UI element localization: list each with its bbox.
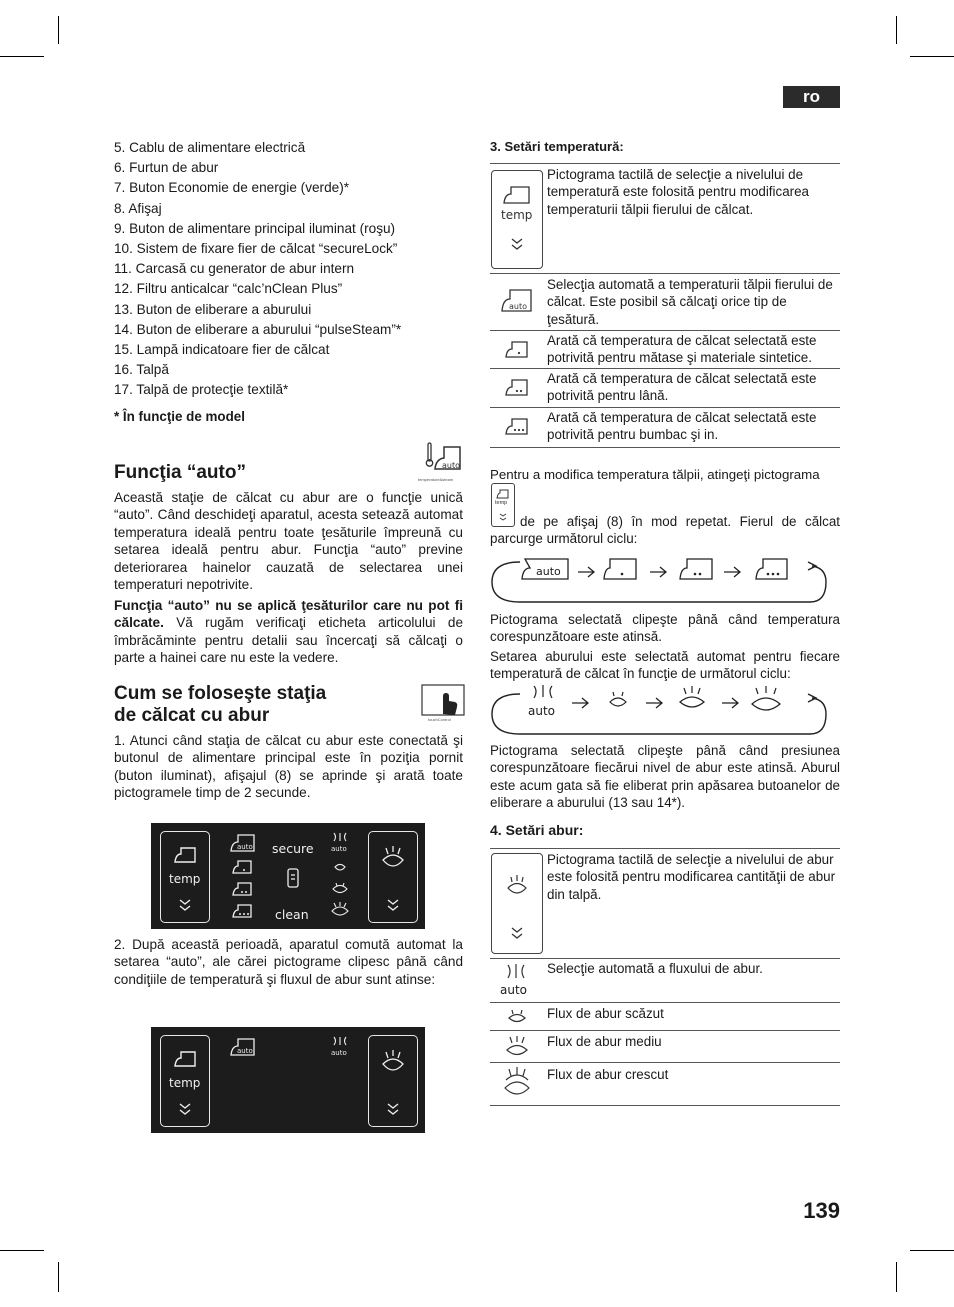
svg-text:auto: auto <box>331 845 347 853</box>
chevron-down-icon <box>510 926 524 940</box>
steam-auto-icon <box>329 831 351 853</box>
clean-label: clean <box>275 907 309 922</box>
steam-auto-label: auto <box>500 983 528 997</box>
page-number: 139 <box>803 1198 840 1223</box>
list-item: 17. Talpă de protecţie textilă* <box>114 382 289 398</box>
modify-text-a: Pentru a modifica temperatura tălpii, atingeţi pictograma <box>490 467 820 482</box>
steam-row-low <box>490 1002 840 1031</box>
list-item: 10. Sistem de fixare fier de călcat “secureLock” <box>114 241 398 257</box>
temp-row-1dot <box>490 330 840 369</box>
usage-step-2: 2. După această perioadă, aparatul comută automat la setarea “auto”, ale cărei pictograme clipesc până când condiţiile de temperatură şi fluxul de abur sunt atinse: <box>114 937 463 987</box>
crop-mark <box>58 1262 59 1292</box>
iron-auto-icon <box>500 288 534 314</box>
steam-touch-pad[interactable] <box>368 1035 418 1127</box>
svg-text:auto: auto <box>237 843 253 851</box>
list-item: 6. Furtun de abur <box>114 160 219 176</box>
steam-high-icon <box>502 1066 532 1102</box>
temp-label: temp <box>169 872 201 886</box>
row-text: Flux de abur crescut <box>547 1067 669 1082</box>
crop-mark <box>58 16 59 44</box>
temp-label: temp <box>495 500 508 506</box>
steam-blink-text: Pictograma selectată clipeşte până când presiunea corespunzătoare fiecărui nivel de abur este atinsă. Aburul este acum gata să fie eliberat prin apăsarea butoanelor de eliberare a aburului (13 sau 14*). <box>490 743 840 811</box>
row-text: Flux de abur mediu <box>547 1034 662 1049</box>
crop-mark <box>896 1262 897 1292</box>
temp-blink-text: Pictograma selectată clipeşte până când temperatura corespunzătoare este atinsă. <box>490 612 840 645</box>
usage-section-title <box>114 683 326 727</box>
display-all-icons <box>151 823 425 929</box>
icon-caption: temperature&steam <box>418 477 454 482</box>
iron-3dot-icon <box>504 417 530 437</box>
steam-cycle-diagram <box>490 684 830 736</box>
crop-mark <box>910 1250 954 1251</box>
usage-title-line1: Cum se foloseşte staţia <box>114 683 327 704</box>
list-item: 9. Buton de alimentare principal iluminat (roşu) <box>114 220 396 236</box>
steam-row-medium <box>490 1030 840 1063</box>
iron-2dot-icon <box>504 378 530 398</box>
crop-mark <box>0 1250 44 1251</box>
crop-mark <box>896 16 897 44</box>
temperature-cycle-diagram <box>490 556 830 606</box>
temp-settings-title: 3. Setări temperatură: <box>490 139 624 154</box>
row-text: Arată că temperatura de călcat selectată este potrivită pentru mătase şi materiale sintetice. <box>547 333 817 366</box>
temp-row-auto <box>490 273 840 331</box>
secure-label: secure <box>272 841 314 856</box>
calc-clean-icon <box>285 867 301 889</box>
list-item: 16. Talpă <box>114 362 169 378</box>
row-text: Arată că temperatura de călcat selectată este potrivită pentru bumbac şi in. <box>547 410 817 443</box>
steam-medium-icon <box>330 881 350 897</box>
steam-medium-icon <box>504 1034 530 1060</box>
list-item: 8. Afişaj <box>114 200 162 216</box>
modify-text-b: de pe afişaj (8) în mod repetat. Fierul de călcat parcurge următorul ciclu: <box>490 514 840 547</box>
temp-touch-pad[interactable] <box>160 1035 210 1127</box>
list-item: 15. Lampă indicatoare fier de călcat <box>114 342 330 358</box>
language-tag: ro <box>783 86 840 108</box>
temp-row-3dot <box>490 407 840 448</box>
list-item: 7. Buton Economie de energie (verde)* <box>114 180 350 196</box>
chevron-down-icon <box>178 898 192 912</box>
display-auto-setting <box>151 1027 425 1133</box>
crop-mark <box>0 56 44 57</box>
model-note: * În funcţie de model <box>114 409 245 424</box>
temp-label: temp <box>169 1076 201 1090</box>
iron-1dot-icon <box>231 859 253 875</box>
iron-3dot-icon <box>231 903 253 919</box>
auto-warning-rest: Vă rugăm verificaţi eticheta articolului de îmbrăcăminte pentru detalii sau încercaţi să călcaţi o parte a hainei care nu este la vedere. <box>114 615 463 666</box>
crop-mark <box>910 56 954 57</box>
temp-selector-icon <box>491 170 543 269</box>
iron-1dot-icon <box>504 340 530 360</box>
list-item: 5. Cablu de alimentare electrică <box>114 140 306 155</box>
row-text: Flux de abur scăzut <box>547 1006 664 1021</box>
chevron-down-icon <box>386 898 400 912</box>
chevron-down-icon <box>510 237 524 251</box>
svg-text:auto: auto <box>237 1047 253 1055</box>
parts-list <box>114 138 401 401</box>
row-text: Selecţia automată a temperaturii tălpii fierului de călcat. Este posibil să călcaţi orice tip de ţesătură. <box>547 277 833 327</box>
steam-auto-icon <box>329 1035 351 1057</box>
row-text: Selecţie automată a fluxului de abur. <box>547 961 763 976</box>
steam-low-icon <box>506 1008 528 1026</box>
steam-settings-title: 4. Setări abur: <box>490 822 584 838</box>
steam-row-selector <box>490 848 840 959</box>
chevron-down-icon <box>386 1102 400 1116</box>
row-text: Arată că temperatura de călcat selectată este potrivită pentru lână. <box>547 371 817 404</box>
iron-auto-icon <box>229 833 257 853</box>
temp-touch-pad[interactable] <box>160 831 210 923</box>
temp-label: temp <box>501 208 533 222</box>
usage-step-1: 1. Atunci când staţia de călcat cu abur este conectată şi butonul de alimentare principal este în poziţia pornit (buton iluminat), afişajul (8) se aprinde şi arată toate pictogramele timp de 2 secunde. <box>114 733 463 801</box>
icon-caption: touchControl <box>428 717 451 722</box>
row-text: Pictograma tactilă de selecţie a nivelului de abur este folosită pentru modificarea cantităţii de abur din talpă. <box>547 852 836 902</box>
auto-warning-bold: Funcţia “auto” nu se aplică ţesăturilor care nu pot fi călcate. <box>114 598 463 631</box>
chevron-down-icon <box>178 1102 192 1116</box>
usage-title-line2: de călcat cu abur <box>114 705 270 726</box>
row-text: Pictograma tactilă de selecţie a nivelului de temperatură este folosită pentru modificarea temperaturii tălpii fierului de călcat. <box>547 167 810 217</box>
svg-text:auto: auto <box>509 302 528 311</box>
steam-low-icon <box>332 861 348 875</box>
svg-text:auto: auto <box>442 461 461 470</box>
steam-row-auto <box>490 958 840 1003</box>
thermometer-iron-auto-icon <box>420 441 466 481</box>
steam-auto-icon <box>501 963 531 981</box>
list-item: 14. Buton de eliberare a aburului “pulseSteam”* <box>114 321 402 337</box>
steam-row-high <box>490 1062 840 1106</box>
list-item: 13. Buton de eliberare a aburului <box>114 301 312 317</box>
steam-auto-text: Setarea aburului este selectată automat pentru fiecare temperatură de călcat în funcţie de următorul ciclu: <box>490 649 840 682</box>
auto-section-title: Funcţia “auto” <box>114 462 246 483</box>
steam-cycle-auto-label: auto <box>528 704 556 718</box>
svg-text:auto: auto <box>331 1049 347 1057</box>
cycle-auto-label: auto <box>536 565 561 578</box>
list-item: 11. Carcasă cu generator de abur intern <box>114 261 355 277</box>
steam-selector-icon <box>491 853 543 954</box>
list-item: 12. Filtru anticalcar “calc’nClean Plus” <box>114 281 343 297</box>
iron-auto-icon <box>229 1037 257 1057</box>
iron-2dot-icon <box>231 881 253 897</box>
auto-warning <box>114 597 463 667</box>
steam-high-icon <box>329 901 351 921</box>
temp-row-2dot <box>490 368 840 407</box>
steam-touch-pad[interactable] <box>368 831 418 923</box>
temp-row-selector <box>490 163 840 274</box>
auto-description: Această staţie de călcat cu abur are o funcţie unică “auto”. Când deschideţi aparatul, acesta setează automat temperatura ideală pentru toate ţesăturile împreună cu setarea ideală pentru abur. Funcţia “auto” previne deteriorarea hainelor cauzată de selectarea unei temperaturi nepotrivite. <box>114 490 463 593</box>
